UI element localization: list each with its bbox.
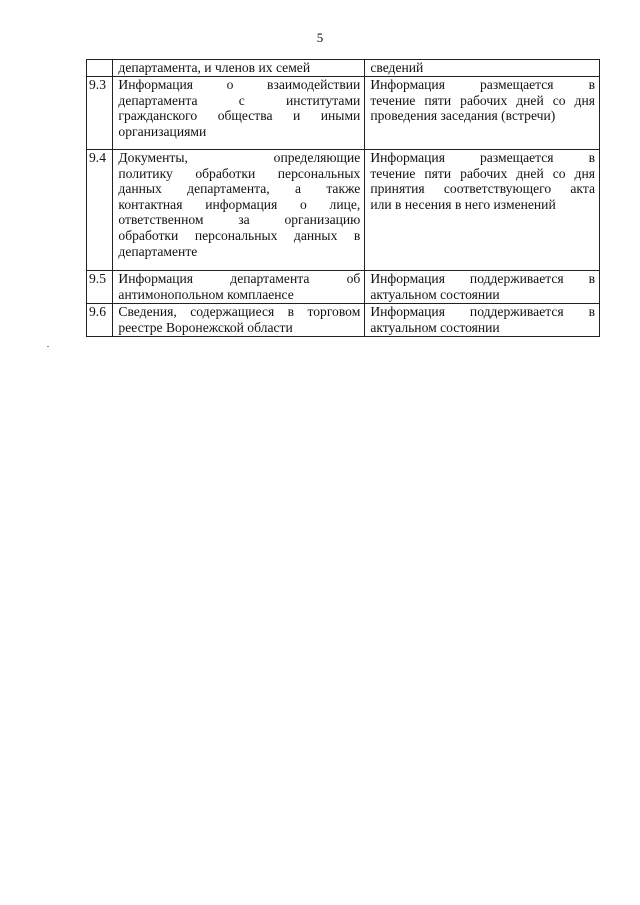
row-number-cell: 9.5: [87, 271, 113, 304]
table-row: [87, 60, 600, 77]
term-line: или в несения в него изменений: [370, 196, 556, 212]
row-number-cell: [87, 60, 113, 77]
row-number-cell: 9.3: [87, 77, 113, 150]
information-table: [86, 59, 600, 337]
description-line: ответственном за организацию: [118, 212, 361, 228]
description-line: департамента, и членов их семей: [118, 60, 311, 75]
table-row: [87, 271, 600, 304]
term-cell: [365, 77, 600, 150]
description-line: департамента с институтами: [118, 92, 361, 108]
term-line: Информация размещается в: [370, 150, 595, 165]
description-line: Информация о взаимодействии: [118, 77, 361, 92]
term-line: принятия соответствующего акта: [370, 181, 595, 197]
description-line: контактная информация о лице,: [118, 196, 361, 212]
description-cell: [113, 150, 365, 271]
description-line: департаменте: [118, 243, 198, 259]
term-line: проведения заседания (встречи): [370, 108, 556, 124]
description-cell: [113, 271, 365, 304]
term-line: Информация поддерживается в: [370, 271, 595, 286]
table-row: [87, 77, 600, 150]
description-cell: [113, 77, 365, 150]
description-line: антимонопольном комплаенсе: [118, 286, 294, 302]
description-line: политику обработки персональных: [118, 165, 361, 181]
description-line: гражданского общества и иными: [118, 108, 361, 124]
term-cell: [365, 60, 600, 77]
term-cell: [365, 304, 600, 337]
term-line: сведений: [370, 60, 424, 75]
description-cell: [113, 304, 365, 337]
term-cell: [365, 150, 600, 271]
term-line: течение пяти рабочих дней со дня: [370, 92, 595, 108]
term-line: актуальном состоянии: [370, 319, 500, 335]
term-line: течение пяти рабочих дней со дня: [370, 165, 595, 181]
description-line: Информация департамента об: [118, 271, 361, 286]
row-number-cell: 9.6: [87, 304, 113, 337]
scan-mark: [47, 346, 49, 347]
description-line: Сведения, содержащиеся в торговом: [118, 304, 361, 319]
term-line: Информация размещается в: [370, 77, 595, 92]
description-line: Документы, определяющие: [118, 150, 361, 165]
table-row: [87, 150, 600, 271]
description-line: организациями: [118, 123, 207, 139]
term-line: Информация поддерживается в: [370, 304, 595, 319]
description-line: данных департамента, а также: [118, 181, 361, 197]
term-line: актуальном состоянии: [370, 286, 500, 302]
description-line: обработки персональных данных в: [118, 227, 361, 243]
term-cell: [365, 271, 600, 304]
description-line: реестре Воронежской области: [118, 319, 293, 335]
description-cell: [113, 60, 365, 77]
table-row: [87, 304, 600, 337]
page-number: 5: [316, 30, 324, 45]
row-number-cell: 9.4: [87, 150, 113, 271]
